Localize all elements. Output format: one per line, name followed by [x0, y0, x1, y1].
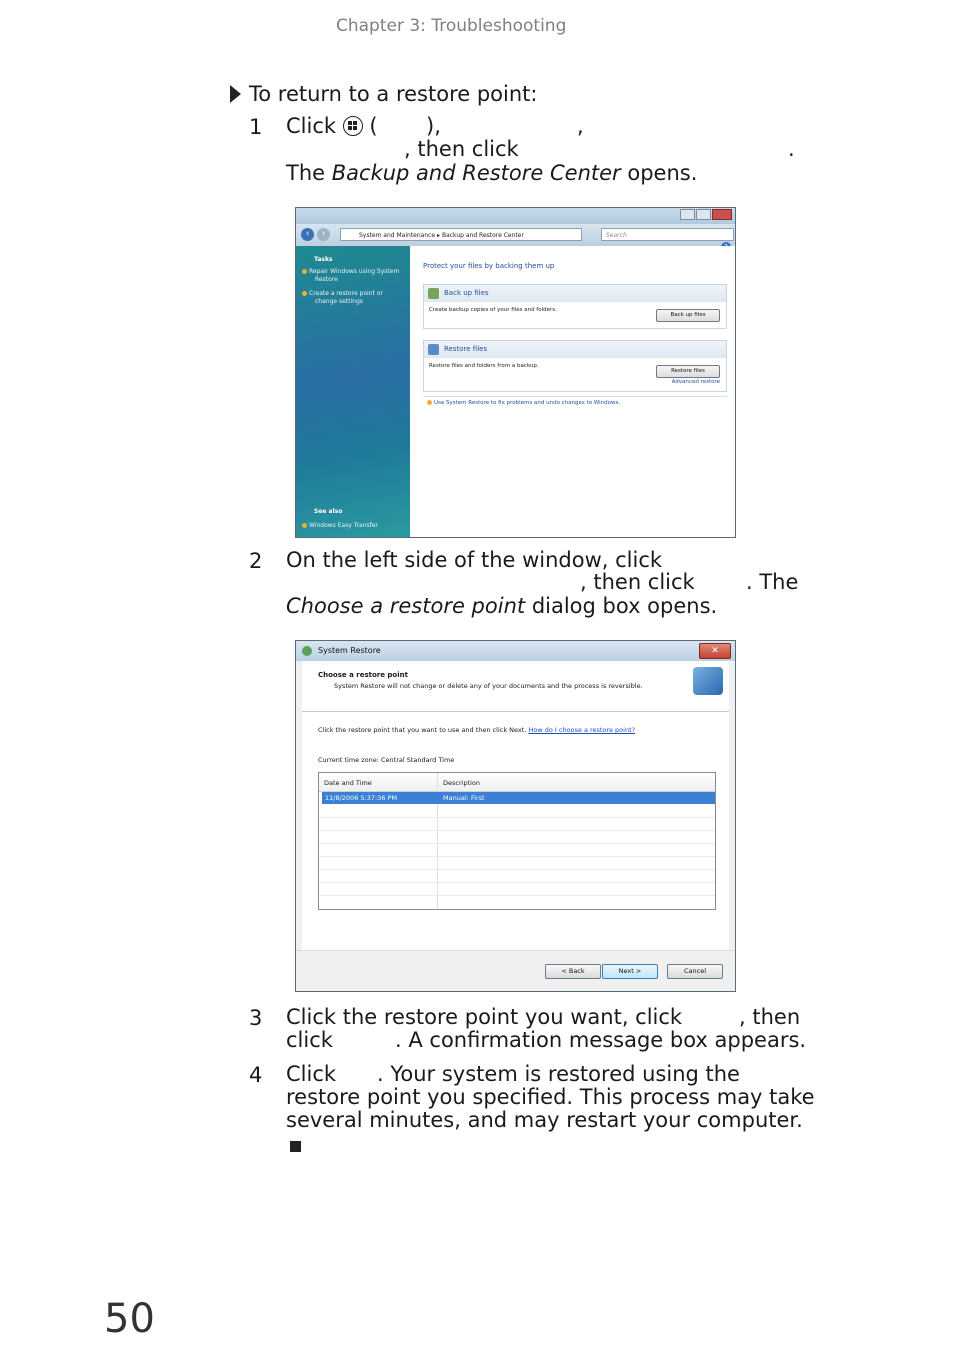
back-button[interactable]: < Back — [545, 964, 601, 979]
next-button[interactable]: Next > — [602, 964, 658, 979]
forward-arrow-icon[interactable]: › — [317, 228, 330, 241]
row-description: Manual: First — [443, 794, 485, 802]
step-2-text: . The — [746, 570, 799, 594]
step-4-text: several minutes, and may restart your computer. — [286, 1108, 803, 1132]
banner-description: System Restore will not change or delete any of your documents and the process is reversible. — [334, 682, 643, 690]
section-header: Restore files — [424, 341, 726, 358]
column-description[interactable]: Description — [443, 779, 481, 787]
restore-files-button[interactable]: Restore files — [656, 365, 720, 378]
step-1-line-1: Click ( — [286, 114, 378, 138]
back-arrow-icon[interactable]: ‹ — [301, 228, 314, 241]
title-bar — [296, 208, 735, 224]
search-input[interactable]: Search — [601, 228, 734, 241]
main-pane — [410, 246, 736, 538]
system-restore-link[interactable]: Use System Restore to fix problems and undo changes to Windows. — [427, 400, 620, 406]
back-up-files-button[interactable]: Back up files — [656, 309, 720, 322]
task-pane — [296, 246, 410, 538]
step-1-text: . — [788, 137, 795, 161]
column-date-time[interactable]: Date and Time — [324, 779, 372, 787]
timezone-label: Current time zone: Central Standard Time — [318, 756, 455, 764]
maximize-icon[interactable] — [696, 209, 711, 220]
grid-line — [319, 817, 715, 818]
task-repair-windows[interactable]: Repair Windows using System Restore — [302, 268, 399, 284]
step-2-text: On the left side of the window, click — [286, 548, 663, 572]
section-description: Create backup copies of your files and folders. — [429, 307, 557, 313]
table-row[interactable] — [322, 792, 715, 804]
step-number: 3 — [249, 1006, 263, 1030]
table-header — [319, 773, 715, 792]
end-of-procedure-marker — [290, 1141, 301, 1152]
windows-easy-transfer-link[interactable]: Windows Easy Transfer — [302, 522, 378, 530]
help-link[interactable]: How do I choose a restore point? — [528, 726, 636, 734]
tasks-heading: Tasks — [314, 256, 333, 263]
page-number: 50 — [104, 1296, 155, 1342]
step-3-text: . A confirmation message box appears. — [395, 1028, 807, 1052]
system-restore-icon — [302, 646, 312, 656]
address-bar — [296, 224, 735, 246]
step-3-text: Click the restore point you want, click — [286, 1005, 683, 1029]
step-1-line-3: The Backup and Restore Center opens. — [286, 161, 698, 185]
step-2-text: , then click — [580, 570, 695, 594]
grid-line — [319, 882, 715, 883]
banner-title: Choose a restore point — [318, 671, 408, 679]
grid-line — [319, 830, 715, 831]
step-number: 1 — [249, 115, 263, 139]
shield-icon — [427, 400, 432, 405]
backup-restore-center-screenshot — [295, 207, 736, 538]
step-3-text: , then — [739, 1005, 801, 1029]
restore-icon — [428, 344, 439, 355]
close-icon[interactable]: ✕ — [699, 643, 731, 659]
section-header: Back up files — [424, 285, 726, 302]
shield-icon — [302, 269, 307, 274]
step-3-text: click — [286, 1028, 333, 1052]
backup-icon — [428, 288, 439, 299]
grid-line — [319, 895, 715, 896]
step-1-text: ), — [426, 114, 441, 138]
procedure-title-text: To return to a restore point: — [249, 82, 538, 106]
computer-restore-icon — [693, 667, 723, 695]
step-number: 2 — [249, 549, 263, 573]
system-restore-dialog-screenshot — [295, 640, 736, 992]
intro-text: Click the restore point that you want to use and then click Next. How do I choose a restore point? — [318, 726, 636, 734]
cancel-button[interactable]: Cancel — [667, 964, 723, 979]
breadcrumb[interactable]: System and Maintenance ▸ Backup and Restore Center — [340, 228, 582, 241]
minimize-icon[interactable] — [680, 209, 695, 220]
advanced-restore-link[interactable]: Advanced restore — [671, 379, 720, 385]
step-4-text: Click — [286, 1062, 337, 1086]
step-1-text: , — [577, 114, 584, 138]
transfer-icon — [302, 523, 307, 528]
dialog-title: System Restore — [318, 646, 381, 655]
procedure-title — [230, 82, 537, 106]
main-heading: Protect your files by backing them up — [423, 262, 555, 270]
triangle-bullet-icon — [230, 85, 241, 103]
step-4-text: restore point you specified. This process may take — [286, 1085, 815, 1109]
chapter-header: Chapter 3: Troubleshooting — [336, 16, 567, 36]
window-controls — [680, 209, 732, 220]
windows-start-icon — [343, 116, 363, 136]
dialog-footer — [296, 950, 735, 991]
grid-line — [319, 856, 715, 857]
dialog-body — [302, 712, 729, 978]
task-create-restore-point[interactable]: Create a restore point or change settings — [302, 290, 383, 306]
step-1-text: , then click — [404, 137, 519, 161]
step-number: 4 — [249, 1063, 263, 1087]
row-date: 11/8/2006 5:37:36 PM — [325, 794, 398, 802]
dialog-banner — [302, 661, 729, 712]
grid-line — [319, 869, 715, 870]
shield-icon — [302, 291, 307, 296]
dialog-title-bar — [296, 641, 735, 661]
restore-files-section — [423, 340, 727, 392]
system-restore-row — [423, 396, 727, 410]
restore-point-list[interactable] — [318, 772, 716, 910]
close-icon[interactable] — [712, 209, 732, 220]
backup-files-section — [423, 284, 727, 329]
step-2-line-3: Choose a restore point dialog box opens. — [286, 594, 718, 618]
section-description: Restore files and folders from a backup. — [429, 363, 539, 369]
see-also-heading: See also — [314, 508, 343, 515]
grid-line — [319, 843, 715, 844]
step-4-text: . Your system is restored using the — [377, 1062, 740, 1086]
